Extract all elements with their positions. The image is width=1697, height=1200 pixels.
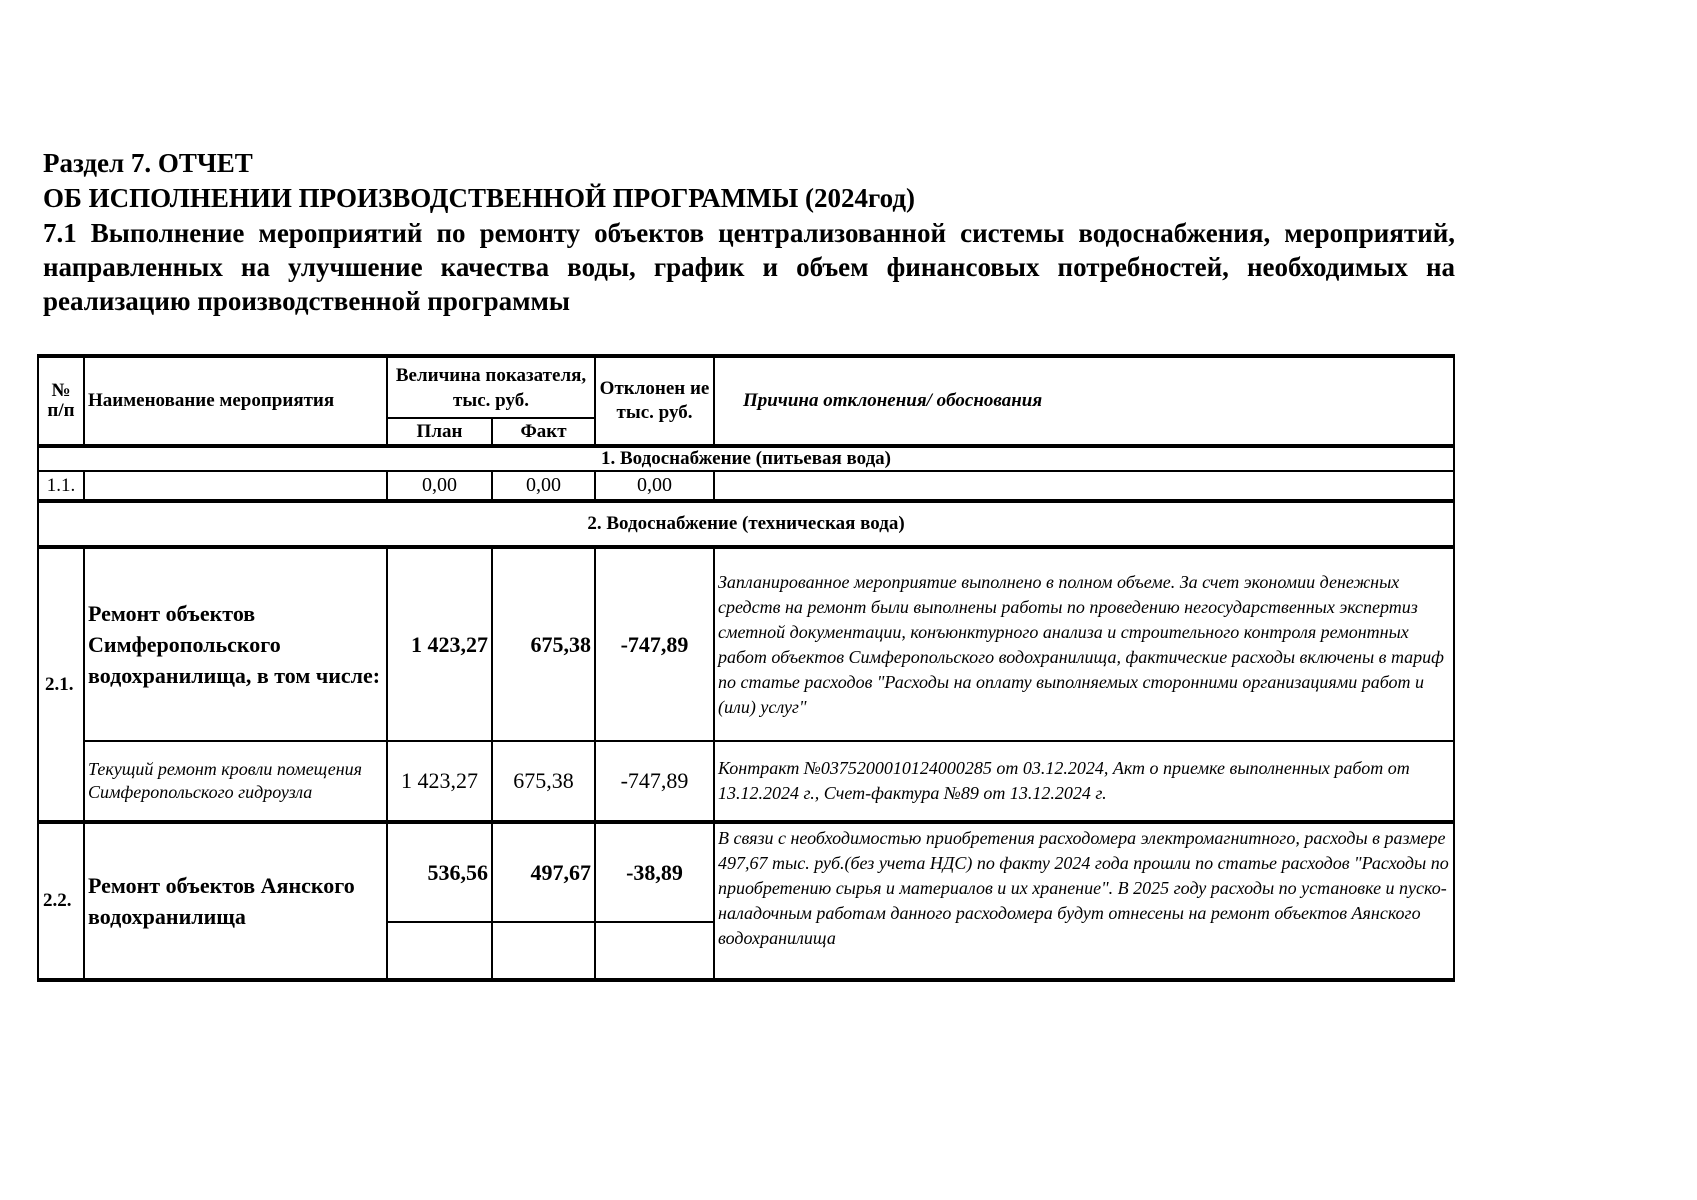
table-row: [38, 547, 1454, 741]
row-num: 1.1.: [38, 471, 84, 501]
row-num: [38, 822, 84, 980]
table-row: [38, 471, 1454, 501]
row-num-text: 2.1.: [45, 673, 74, 695]
row-fact: 675,38: [492, 547, 595, 741]
row-name: Ремонт объектов Аянского водохранилища: [84, 822, 387, 980]
col-header-plan: План: [387, 418, 492, 446]
col-header-name: Наименование мероприятия: [84, 356, 387, 446]
col-header-reason: Причина отклонения/ обоснования: [714, 356, 1454, 446]
header-row: [38, 356, 1454, 418]
row-reason: В связи с необходимостью приобретения расходомера электромагнитного, расходы в размере 497,67 тыс. руб.(без учета НДС) по факту 2024 года прошли по статье расходов "Расходы по приобретению сырья и материалов и их хранение". В 2025 году расходы по установке и пуско-наладочным работам данного расходомера будут отнесены на ремонт объектов Аянского водохранилища: [714, 822, 1454, 980]
row-num: [38, 547, 84, 822]
row-fact: 497,67: [492, 822, 595, 922]
col-header-num: № п/п: [38, 356, 84, 446]
row-deviation: 0,00: [595, 471, 714, 501]
table-row: [38, 741, 1454, 822]
row-name: [84, 471, 387, 501]
row-deviation: -747,89: [595, 547, 714, 741]
row-num-text: 2.2.: [43, 890, 72, 911]
col-header-value: Величина показателя, тыс. руб.: [387, 356, 595, 418]
report-heading: [43, 146, 1455, 318]
row-reason: Контракт №0375200010124000285 от 03.12.2024, Акт о приемке выполненных работ от 13.12.2024 г., Счет-фактура №89 от 13.12.2024 г.: [714, 741, 1454, 822]
row-plan: 1 423,27: [387, 741, 492, 822]
row-plan: 536,56: [387, 822, 492, 922]
row-fact: 675,38: [492, 741, 595, 822]
row-name: Ремонт объектов Симферопольского водохранилища, в том числе:: [84, 547, 387, 741]
row-reason: [714, 471, 1454, 501]
col-header-fact: Факт: [492, 418, 595, 446]
report-table: [37, 354, 1455, 982]
row-plan: 1 423,27: [387, 547, 492, 741]
row-plan: 0,00: [387, 471, 492, 501]
report-title: ОБ ИСПОЛНЕНИИ ПРОИЗВОДСТВЕННОЙ ПРОГРАММЫ (2024год): [43, 183, 915, 213]
section-row: [38, 446, 1454, 471]
row-deviation: -38,89: [595, 822, 714, 922]
empty-cell: [492, 922, 595, 980]
row-fact: 0,00: [492, 471, 595, 501]
empty-cell: [387, 922, 492, 980]
row-reason: Запланированное мероприятие выполнено в полном объеме. За счет экономии денежных средств на ремонт были выполнены работы по проведению негосударственных экспертиз сметной документации, конъюнктурного анализа и строительного контроля ремонтных работ объектов Симферопольского водохранилища, фактические расходы включены в тариф по статье расходов "Расходы на оплату выполняемых сторонними организациями работ и (или) услуг": [714, 547, 1454, 741]
section-title-1: 1. Водоснабжение (питьевая вода): [38, 446, 1454, 471]
subsection-title: 7.1 Выполнение мероприятий по ремонту объектов централизованной системы водоснабжения, мероприятий, направленных на улучшение качества воды, график и объем финансовых потребностей, необходимых на реализацию производственной программы: [43, 218, 1455, 316]
row-deviation: -747,89: [595, 741, 714, 822]
row-name: Текущий ремонт кровли помещения Симферопольского гидроузла: [84, 741, 387, 822]
section-row: [38, 501, 1454, 547]
section-title-2: 2. Водоснабжение (техническая вода): [38, 501, 1454, 547]
empty-cell: [595, 922, 714, 980]
col-header-deviation: Отклонен ие тыс. руб.: [595, 356, 714, 446]
table-row: [38, 822, 1454, 922]
section-title: Раздел 7. ОТЧЕТ: [43, 148, 253, 178]
